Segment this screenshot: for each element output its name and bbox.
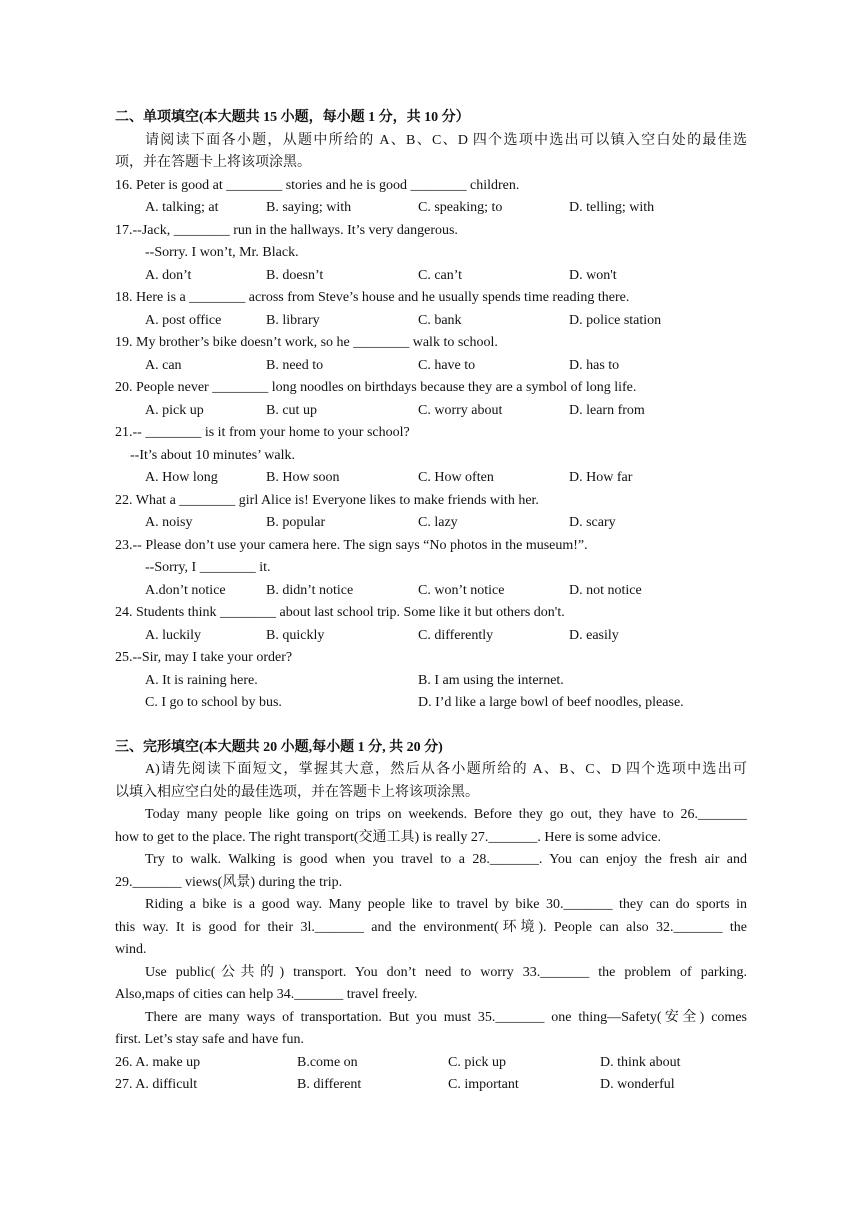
section3-instruction: A)请先阅读下面短文，掌握其大意，然后从各小题所给的 A、B、C、D 四个选项中选出可 (145, 762, 747, 777)
question-stem: 21.-- ________ is it from your home to your school? (115, 425, 410, 440)
option-c: C. I go to school by bus. (145, 695, 282, 710)
option-row (115, 580, 747, 603)
option-d: D. easily (569, 627, 619, 643)
passage-line: wind. (115, 942, 147, 957)
option-c: C. pick up (448, 1054, 506, 1070)
dialogue-line: --Sorry. I won’t, Mr. Black. (145, 245, 299, 260)
option-row (115, 197, 747, 220)
option-row (115, 310, 747, 333)
option-a: A. pick up (145, 402, 204, 418)
option-d: D. won't (569, 267, 617, 283)
passage-line: 29._______ views(风景) during the trip. (115, 874, 343, 890)
option-b: B. different (297, 1077, 362, 1092)
option-b: B. cut up (266, 402, 317, 418)
option-a: A. talking; at (145, 200, 219, 215)
passage-line: There are many ways of transportation. But you must 35._______ one thing—Safety(安全) comes (145, 1009, 747, 1025)
option-d: D. telling; with (569, 200, 655, 215)
option-d: D. scary (569, 515, 616, 530)
option-a: 27. A. difficult (115, 1077, 198, 1092)
option-d: D. police station (569, 312, 662, 328)
option-d: D. not notice (569, 582, 642, 598)
option-d: D. think about (600, 1054, 681, 1070)
option-a: A. luckily (145, 627, 201, 643)
option-d: D. wonderful (600, 1077, 675, 1092)
option-d: D. How far (569, 470, 633, 485)
passage-line: first. Let’s stay safe and have fun. (115, 1032, 304, 1047)
question-stem: 19. My brother’s bike doesn’t work, so he ________ walk to school. (115, 335, 498, 350)
option-b: B. popular (266, 515, 326, 530)
option-c: C. How often (418, 470, 494, 485)
passage-line: how to get to the place. The right transport(交通工具) is really 27._______. Here is some advice. (115, 829, 661, 845)
question-stem: 20. People never ________ long noodles on birthdays because they are a symbol of long life. (115, 380, 637, 395)
section2-instruction-cont: 项，并在答题卡上将该项涂黑。 (115, 155, 311, 170)
option-c: C. speaking; to (418, 200, 503, 215)
option-c: C. lazy (418, 515, 458, 530)
option-b: B.come on (297, 1054, 358, 1070)
option-row (115, 355, 747, 378)
option-row (115, 512, 747, 535)
option-row (115, 400, 747, 423)
option-a: A. It is raining here. (145, 672, 258, 688)
option-c: C. worry about (418, 402, 503, 418)
section3-instruction-cont: 以填入相应空白处的最佳选项，并在答题卡上将该项涂黑。 (115, 784, 479, 800)
option-b: B. didn’t notice (266, 582, 354, 598)
section3-title: 三、完形填空(本大题共 20 小题,每小题 1 分, 共 20 分) (115, 739, 443, 755)
option-a: A. don’t (145, 267, 192, 283)
option-d: D. has to (569, 357, 620, 373)
question-stem: 18. Here is a ________ across from Steve’s house and he usually spends time reading there. (115, 290, 630, 305)
option-b: B. saying; with (266, 200, 352, 215)
question-stem: 23.-- Please don’t use your camera here. The sign says “No photos in the museum!”. (115, 537, 588, 553)
question-list (115, 175, 747, 648)
question-stem: 16. Peter is good at ________ stories and he is good ________ children. (115, 177, 520, 193)
option-a: A. post office (145, 312, 222, 328)
option-b: B. need to (266, 357, 324, 373)
question-27-options (115, 1074, 747, 1097)
option-row (115, 467, 747, 490)
option-row (115, 625, 747, 648)
option-a: A.don’t notice (145, 582, 226, 598)
passage-line: this way. It is good for their 3l._______ and the environment(环境). People can also 32._______ the (115, 919, 747, 935)
passage-line: Use public(公共的) transport. You don’t need to worry 33._______ the problem of parking. (145, 964, 747, 980)
passage-line: Today many people like going on trips on weekends. Before they go out, they have to 26._______ (145, 807, 747, 822)
option-c: C. bank (418, 312, 462, 328)
option-d: D. learn from (569, 402, 645, 418)
passage-line: Riding a bike is a good way. Many people like to travel by bike 30._______ they can do sports in (145, 897, 747, 912)
passage-line: Try to walk. Walking is good when you travel to a 28._______. You can enjoy the fresh air and (145, 852, 747, 867)
exam-page (115, 107, 747, 1097)
option-row (115, 265, 747, 288)
option-c: C. won’t notice (418, 582, 505, 598)
question-25: 25.--Sir, may I take your order? (115, 650, 293, 665)
dialogue-line: --Sorry, I ________ it. (145, 560, 271, 575)
option-b: B. library (266, 312, 320, 328)
option-c: C. can’t (418, 267, 463, 283)
option-a: A. can (145, 357, 182, 373)
question-26-options (115, 1052, 747, 1075)
option-b: B. I am using the internet. (418, 672, 564, 688)
option-d: D. I’d like a large bowl of beef noodles, please. (418, 695, 684, 710)
option-a: A. How long (145, 470, 218, 485)
option-c: C. differently (418, 627, 494, 643)
question-25-options-cd (115, 692, 747, 715)
question-stem: 24. Students think ________ about last school trip. Some like it but others don't. (115, 605, 565, 620)
passage-line: Also,maps of cities can help 34._______ travel freely. (115, 987, 418, 1002)
option-b: B. quickly (266, 627, 325, 643)
option-a: 26. A. make up (115, 1054, 201, 1070)
option-b: B. doesn’t (266, 267, 324, 283)
dialogue-line: --It’s about 10 minutes’ walk. (130, 447, 295, 463)
section2-instruction: 请阅读下面各小题，从题中所给的 A、B、C、D 四个选项中选出可以镇入空白处的最佳选 (145, 132, 747, 148)
option-c: C. have to (418, 357, 476, 373)
option-a: A. noisy (145, 515, 193, 530)
section2-title: 二、单项填空(本大题共 15 小题，每小题 1 分，共 10 分） (115, 110, 470, 125)
question-25-options-ab (115, 670, 747, 693)
question-stem: 17.--Jack, ________ run in the hallways. It’s very dangerous. (115, 222, 458, 238)
option-c: C. important (448, 1077, 519, 1092)
option-b: B. How soon (266, 470, 340, 485)
question-stem: 22. What a ________ girl Alice is! Everyone likes to make friends with her. (115, 492, 539, 508)
